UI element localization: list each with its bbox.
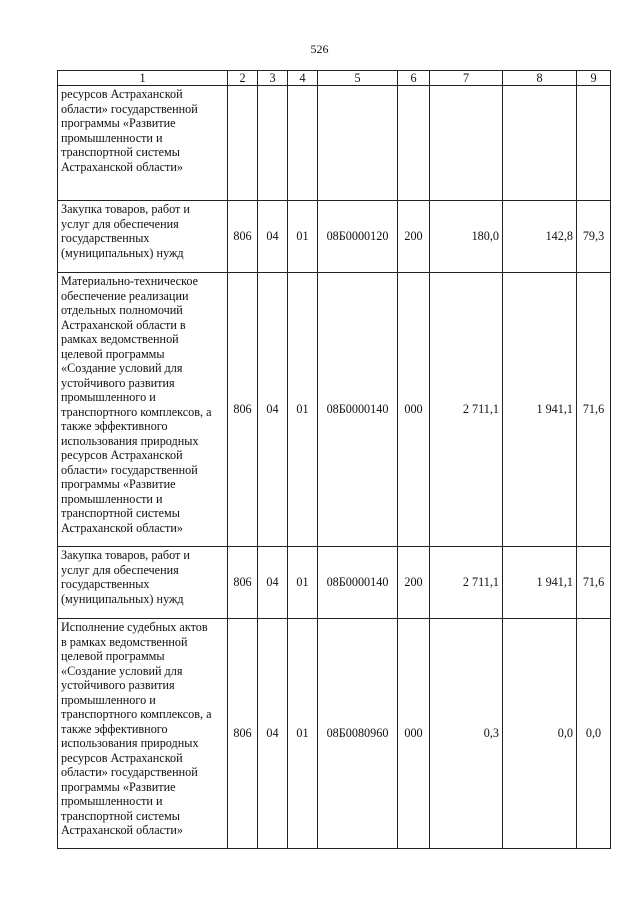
table-row bbox=[58, 547, 611, 619]
cell-subsection bbox=[288, 86, 318, 201]
cell-section: 04 bbox=[258, 273, 288, 547]
cell-section: 04 bbox=[258, 201, 288, 273]
cell-planned: 2 711,1 bbox=[430, 273, 503, 547]
table-row bbox=[58, 201, 611, 273]
column-number: 8 bbox=[503, 71, 577, 86]
table-row bbox=[58, 86, 611, 201]
cell-executed: 1 941,1 bbox=[503, 273, 577, 547]
cell-admin-code: 806 bbox=[228, 273, 258, 547]
cell-admin-code: 806 bbox=[228, 547, 258, 619]
cell-target-article: 08Б0080960 bbox=[318, 619, 398, 849]
cell-executed: 142,8 bbox=[503, 201, 577, 273]
row-description: Закупка товаров, работ и услуг для обеспечения государственных (муниципальных) нужд bbox=[58, 547, 228, 619]
budget-table bbox=[57, 70, 611, 849]
row-description: Материально-техническое обеспечение реализации отдельных полномочий Астраханской области в рамках ведомственной целевой программы «Создание условий для устойчивого развития промышленного и транспортного комплексов, а также эффективного использования природных ресурсов Астраханской области» государственной программы «Развитие промышленности и транспортной системы Астраханской области» bbox=[58, 273, 228, 547]
cell-expense-type bbox=[398, 86, 430, 201]
column-number: 1 bbox=[58, 71, 228, 86]
cell-percent bbox=[577, 86, 611, 201]
cell-expense-type: 200 bbox=[398, 201, 430, 273]
cell-subsection: 01 bbox=[288, 273, 318, 547]
row-description: Закупка товаров, работ и услуг для обеспечения государственных (муниципальных) нужд bbox=[58, 201, 228, 273]
cell-target-article bbox=[318, 86, 398, 201]
column-number: 7 bbox=[430, 71, 503, 86]
cell-percent: 0,0 bbox=[577, 619, 611, 849]
cell-subsection: 01 bbox=[288, 201, 318, 273]
column-number: 2 bbox=[228, 71, 258, 86]
cell-planned: 2 711,1 bbox=[430, 547, 503, 619]
table-row bbox=[58, 273, 611, 547]
cell-expense-type: 200 bbox=[398, 547, 430, 619]
page-number: 526 bbox=[310, 42, 329, 56]
cell-admin-code bbox=[228, 86, 258, 201]
cell-executed bbox=[503, 86, 577, 201]
column-number: 9 bbox=[577, 71, 611, 86]
cell-percent: 79,3 bbox=[577, 201, 611, 273]
cell-subsection: 01 bbox=[288, 619, 318, 849]
cell-section bbox=[258, 86, 288, 201]
cell-target-article: 08Б0000140 bbox=[318, 547, 398, 619]
cell-target-article: 08Б0000140 bbox=[318, 273, 398, 547]
row-description: Исполнение судебных актов в рамках ведомственной целевой программы «Создание условий для устойчивого развития промышленного и транспортного комплексов, а также эффективного использования природных ресурсов Астраханской области» государственной программы «Развитие промышленности и транспортной системы Астраханской области» bbox=[58, 619, 228, 849]
cell-percent: 71,6 bbox=[577, 547, 611, 619]
table-row bbox=[58, 619, 611, 849]
cell-section: 04 bbox=[258, 619, 288, 849]
cell-planned bbox=[430, 86, 503, 201]
cell-subsection: 01 bbox=[288, 547, 318, 619]
cell-admin-code: 806 bbox=[228, 619, 258, 849]
cell-expense-type: 000 bbox=[398, 273, 430, 547]
column-number: 5 bbox=[318, 71, 398, 86]
column-number: 6 bbox=[398, 71, 430, 86]
cell-admin-code: 806 bbox=[228, 201, 258, 273]
column-number: 4 bbox=[288, 71, 318, 86]
cell-executed: 1 941,1 bbox=[503, 547, 577, 619]
row-description: ресурсов Астраханской области» государственной программы «Развитие промышленности и транспортной системы Астраханской области» bbox=[58, 86, 228, 201]
cell-executed: 0,0 bbox=[503, 619, 577, 849]
cell-planned: 0,3 bbox=[430, 619, 503, 849]
column-number-row bbox=[58, 71, 611, 86]
cell-section: 04 bbox=[258, 547, 288, 619]
cell-expense-type: 000 bbox=[398, 619, 430, 849]
column-number: 3 bbox=[258, 71, 288, 86]
cell-percent: 71,6 bbox=[577, 273, 611, 547]
cell-planned: 180,0 bbox=[430, 201, 503, 273]
cell-target-article: 08Б0000120 bbox=[318, 201, 398, 273]
